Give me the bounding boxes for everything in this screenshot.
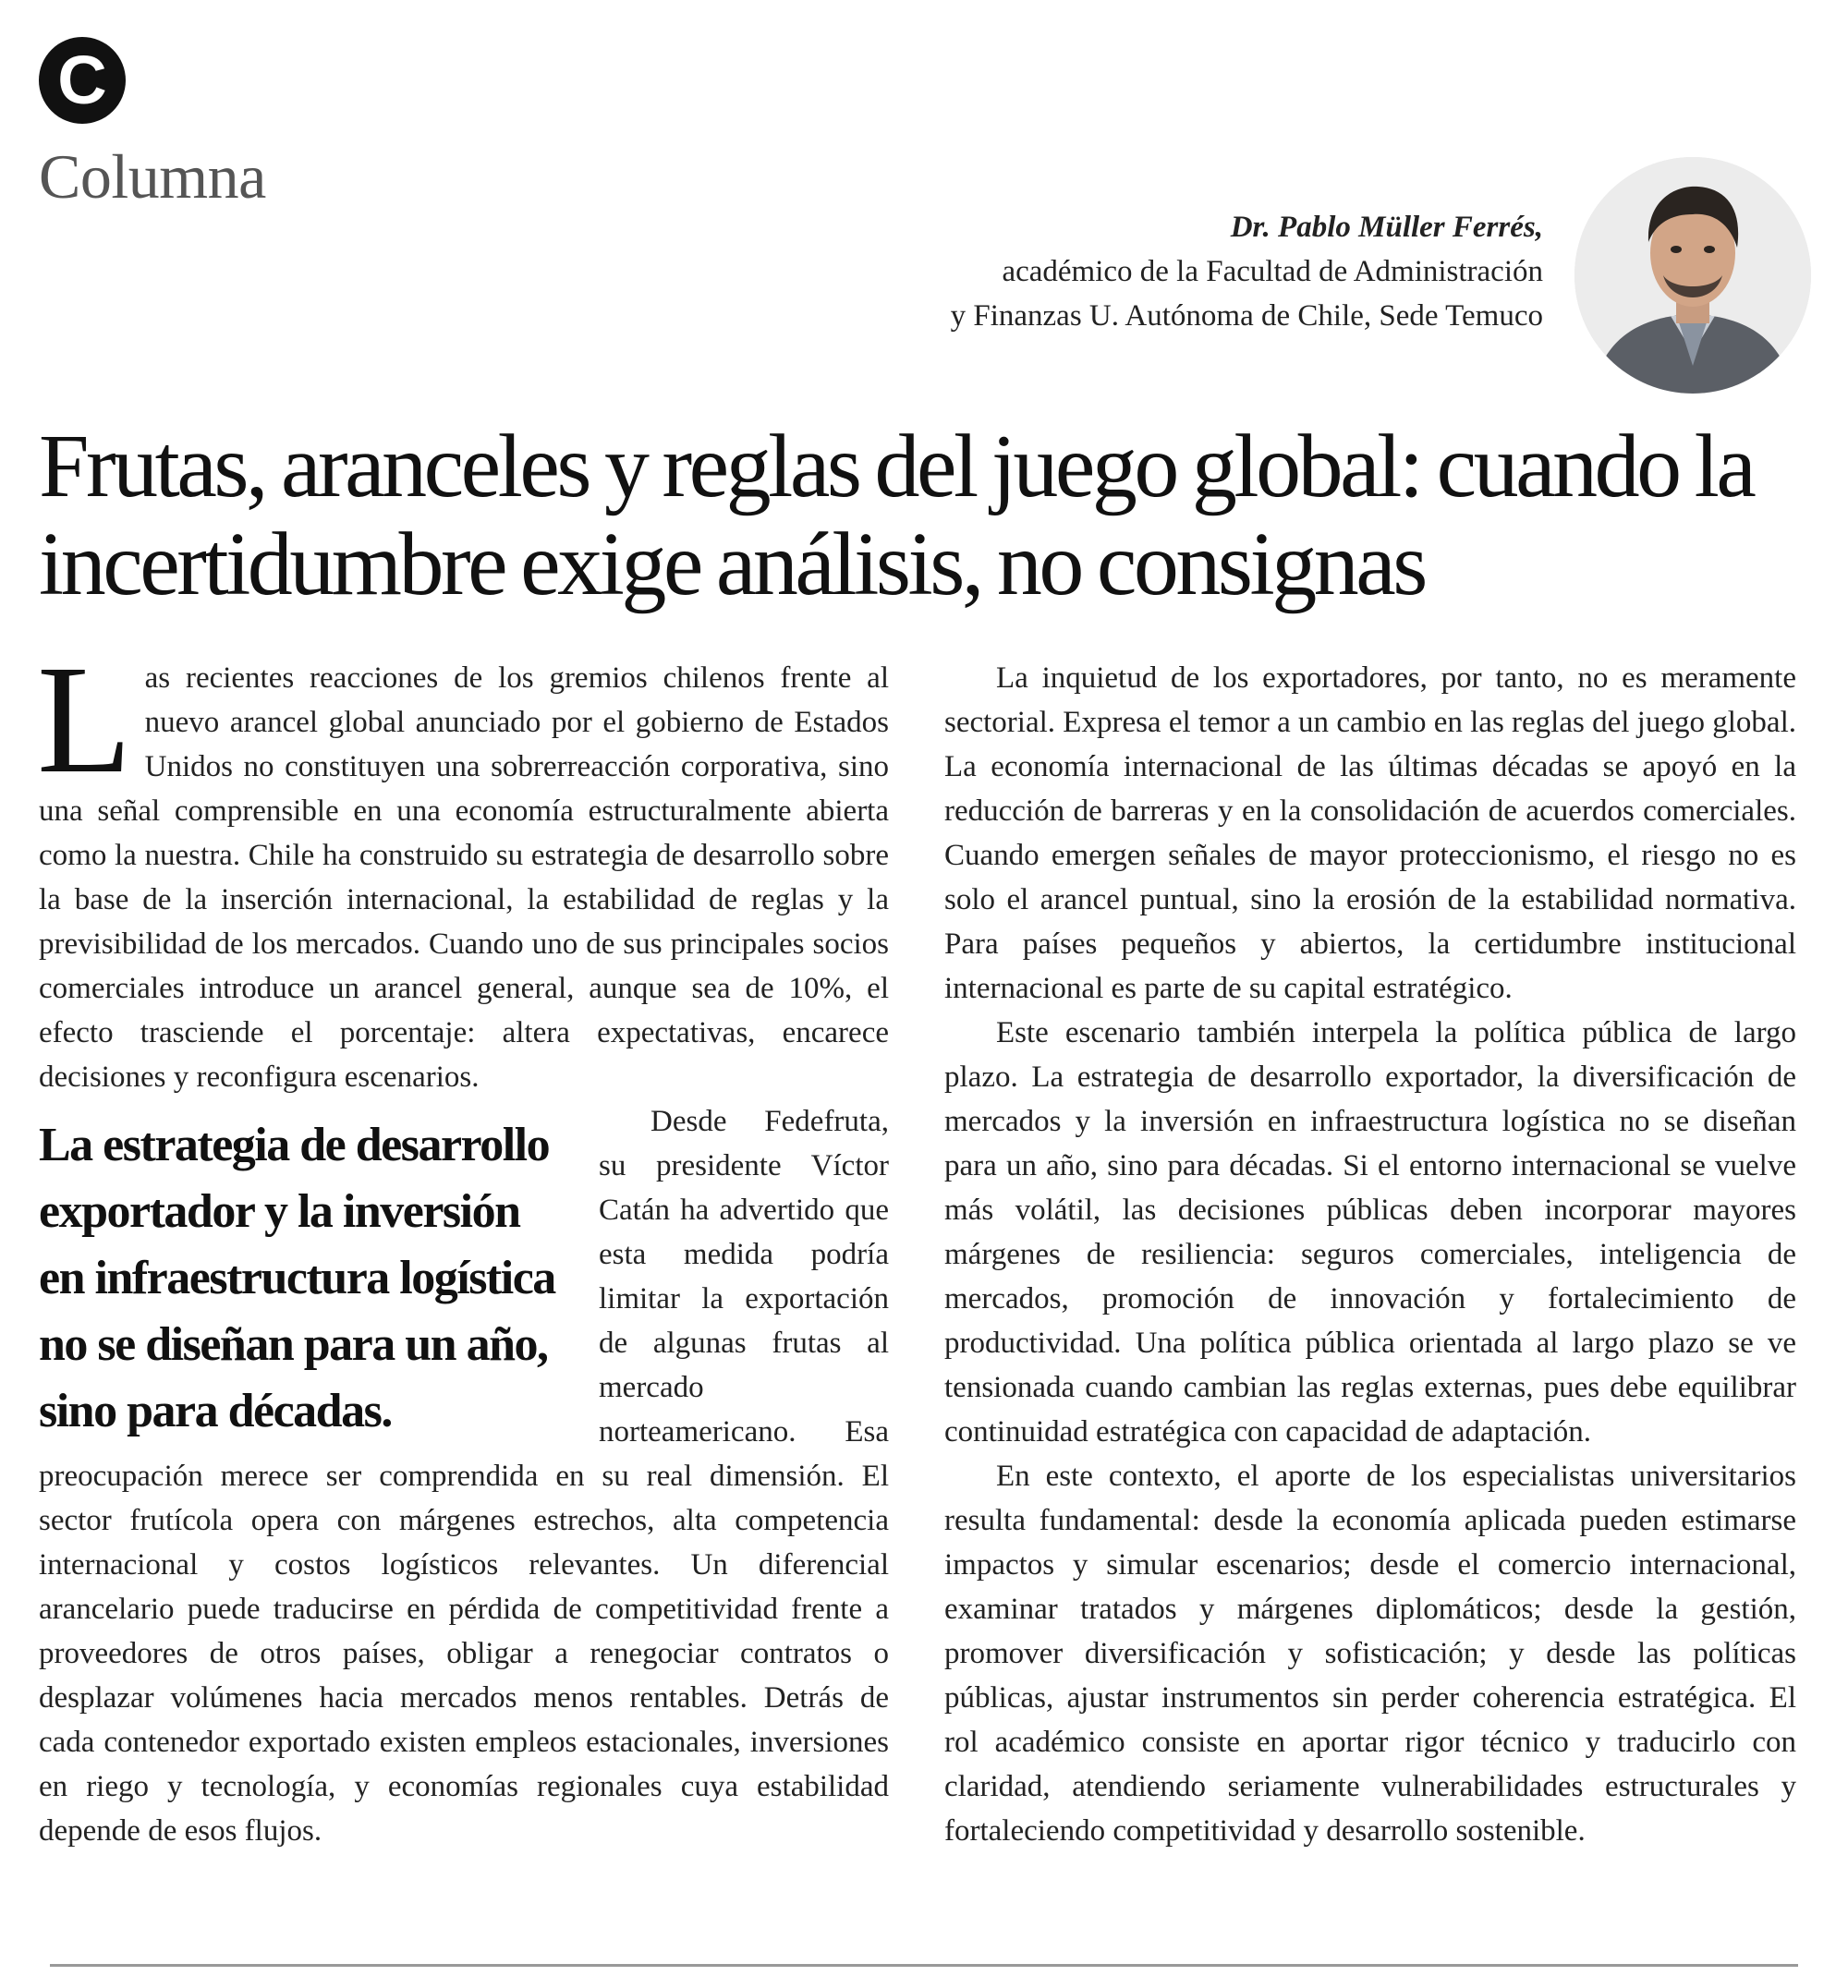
article-paragraph-4: Este escenario también interpela la política pública de largo plazo. La estrategia de desarrollo exportador, la diversificación de mercados y la inversión en infraestructura logística no se diseñan para un año, sino para décadas. Si el entorno internacional se vuelve más volátil, las decisiones públicas deben incorporar mayores márgenes de resiliencia: seguros comerciales, inteligencia de mercados, promoción de innovación y fortalecimiento de productividad. Una política pública orientada al largo plazo se ve tensionada cuando cambian las reglas externas, pues debe equilibrar continuidad estratégica con capacidad de adaptación. — [944, 1016, 1796, 1449]
article-column-right — [944, 656, 1796, 1853]
author-name: Dr. Pablo Müller Ferrés, — [1230, 211, 1543, 244]
author-portrait-image — [1574, 157, 1811, 394]
headline: Frutas, aranceles y reglas del juego global: cuando la incertidumbre exige análisis, no consignas — [39, 417, 1754, 614]
article-paragraph-2: Desde Fedefruta, su presidente Víctor Catán ha advertido que esta medida podría limitar la exportación de algunas frutas al mercado norteamericano. Esa preocupación merece ser comprendida en su real dimensión. El sector frutícola opera con márgenes estrechos, alta competencia internacional y costos logísticos relevantes. Un diferencial arancelario puede traducirse en pérdida de competitividad frente a proveedores de otros países, obligar a renegociar contratos o desplazar volúmenes hacia mercados menos rentables. Detrás de cada contenedor exportado existen empleos estacionales, inversiones en riego y tecnología, y economías regionales cuya estabilidad depende de esos flujos. — [39, 1105, 889, 1848]
article-column-left — [37, 634, 889, 1853]
bottom-divider — [50, 1964, 1798, 1967]
article-paragraph-5: En este contexto, el aporte de los especialistas universitarios resulta fundamental: desde la economía aplicada pueden estimarse impactos y simular escenarios; desde el comercio internacional, examinar tratados y márgenes diplomáticos; desde la gestión, promover diversificación y sofisticación; y desde las políticas públicas, ajustar instrumentos sin perder coherencia estratégica. El rol académico consiste en aportar rigor técnico y traducirlo con claridad, atendiendo seriamente vulnerabilidades estructurales y fortaleciendo competitividad y desarrollo sostenible. — [944, 1460, 1796, 1848]
article-paragraph-1 — [37, 634, 889, 1099]
byline — [951, 205, 1543, 338]
author-role-line1: académico de la Facultad de Administración — [1002, 255, 1543, 288]
author-photo — [1574, 157, 1811, 394]
section-badge: C — [39, 37, 126, 124]
section-name: Columna — [39, 141, 266, 212]
pull-quote: La estrategia de desarrollo exportador y la inversión en infraestructura logística no se diseñan para un año, sino para décadas. — [39, 1119, 555, 1437]
drop-cap: L — [37, 634, 132, 806]
article-paragraph-1-text: as recientes reacciones de los gremios chilenos frente al nuevo arancel global anunciado por el gobierno de Estados Unidos no constituyen una sobrerreacción corporativa, sino una señal comprensible en una economía estructuralmente abierta como la nuestra. Chile ha construido su estrategia de desarrollo sobre la base de la inserción internacional, la estabilidad de reglas y la previsibilidad de los mercados. Cuando uno de sus principales socios comerciales introduce un arancel general, aunque sea de 10%, el efecto trasciende el porcentaje: altera expectativas, encarece decisiones y reconfigura escenarios. — [39, 661, 889, 1094]
author-role-line2: y Finanzas U. Autónoma de Chile, Sede Temuco — [950, 299, 1543, 333]
article-paragraph-3: La inquietud de los exportadores, por tanto, no es meramente sectorial. Expresa el temor a un cambio en las reglas del juego global. La economía internacional de las últimas décadas se apoyó en la reducción de barreras y en la consolidación de acuerdos comerciales. Cuando emergen señales de mayor proteccionismo, el riesgo no es solo el arancel puntual, sino la erosión de la estabilidad normativa. Para países pequeños y abiertos, la certidumbre institucional internacional es parte de su capital estratégico. — [944, 661, 1796, 1005]
